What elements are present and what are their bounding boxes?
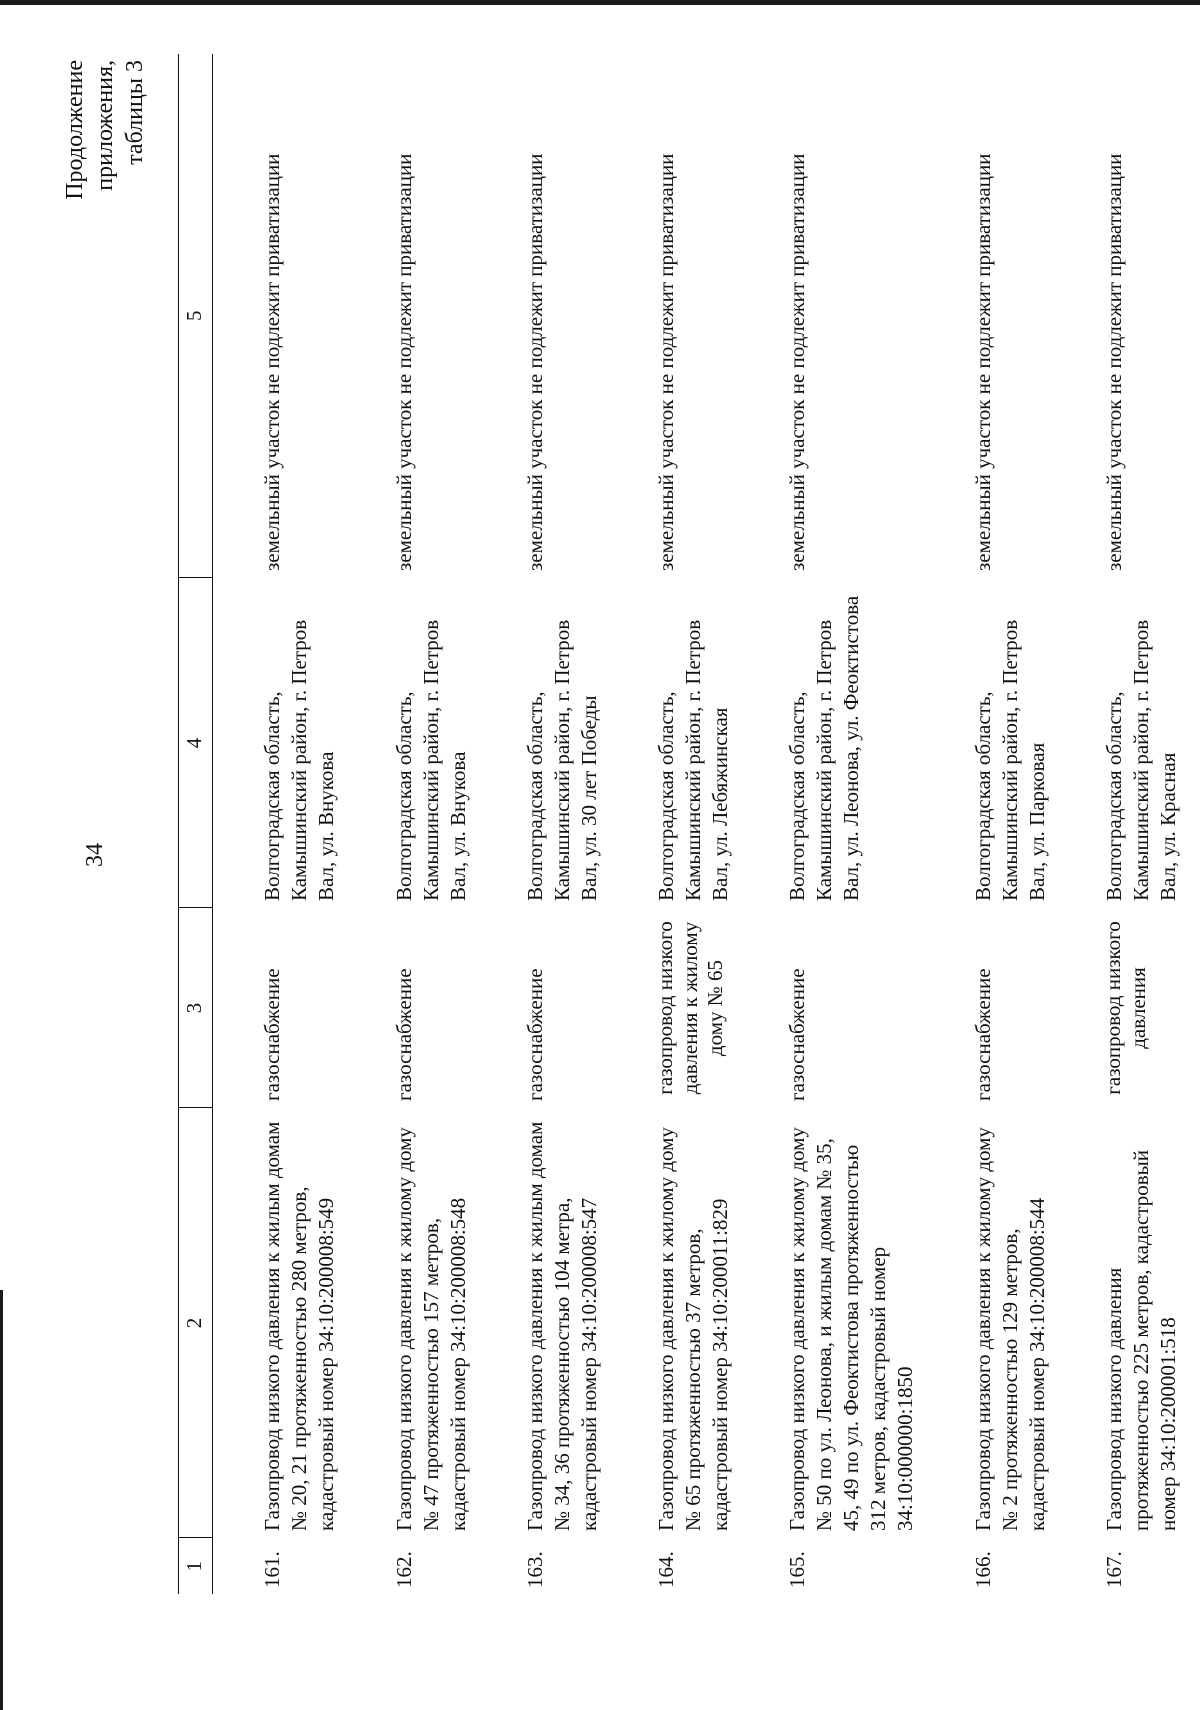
row-number: 166. (970, 1551, 995, 1588)
object-note: земельный участок не подлежит приватизации (785, 153, 810, 571)
column-header: 1 (179, 1538, 213, 1594)
object-address: Волгоградская область, Камышинский район, г. Петров Вал, ул. Красная (1101, 619, 1180, 901)
object-purpose: газопровод низкого давления к жилому дому № 65 (653, 921, 728, 1095)
table-row (1055, 54, 1186, 1594)
row-number: 167. (1101, 1551, 1126, 1588)
column-header: 5 (179, 54, 213, 578)
object-purpose: газоснабжение (391, 968, 416, 1101)
object-address: Волгоградская область, Камышинский район, г. Петров Вал, ул. Леонова, ул. Феоктистова (785, 595, 864, 901)
column-header: 4 (179, 578, 213, 908)
object-description: Газопровод низкого давления к жилому дому № 50 по ул. Леонова, и жилым домам № 35, 45, 49 по ул. Феоктистова протяженностью 312 метров, кадастровый номер 34:10:000000:1850 (785, 1127, 918, 1531)
continuation-note-line-1: Продолжение приложения, (62, 60, 118, 200)
page-number: 34 (82, 843, 108, 867)
object-address: Волгоградская область, Камышинский район, г. Петров Вал, ул. Внукова (391, 619, 470, 901)
object-note: земельный участок не подлежит приватизации (654, 153, 679, 571)
row-number: 164. (654, 1551, 679, 1588)
object-note: земельный участок не подлежит приватизации (522, 153, 547, 571)
object-purpose: газоснабжение (785, 968, 810, 1101)
table-row (607, 54, 738, 1594)
object-address: Волгоградская область, Камышинский район, г. Петров Вал, ул. Внукова (260, 619, 339, 901)
object-purpose: газоснабжение (970, 968, 995, 1101)
object-address: Волгоградская область, Камышинский район, г. Петров Вал, ул. 30 лет Победы (522, 619, 601, 901)
row-number: 162. (391, 1551, 416, 1588)
table-row (345, 54, 476, 1594)
table-row (924, 54, 1055, 1594)
table-row (738, 54, 923, 1594)
object-purpose: газоснабжение (260, 968, 285, 1101)
table-row (476, 54, 607, 1594)
column-header: 2 (179, 1108, 213, 1538)
object-description: Газопровод низкого давления к жилым домам № 20, 21 протяженностью 280 метров, кадастровый номер 34:10:200008:549 (260, 1121, 339, 1531)
object-purpose: газопровод низкого давления (1100, 921, 1150, 1095)
object-description: Газопровод низкого давления к жилым домам № 34, 36 протяженностью 104 метра, кадастровый номер 34:10:200008:547 (522, 1121, 601, 1531)
object-address: Волгоградская область, Камышинский район, г. Петров Вал, ул. Парковая (970, 619, 1049, 901)
continuation-note (60, 60, 150, 320)
row-number: 163. (522, 1551, 547, 1588)
object-note: земельный участок не подлежит приватизации (391, 153, 416, 571)
table-header-row (179, 54, 213, 1594)
property-table (178, 54, 1186, 1594)
object-note: земельный участок не подлежит приватизации (260, 153, 285, 571)
table-row (213, 54, 345, 1594)
column-header: 3 (179, 908, 213, 1108)
object-description: Газопровод низкого давления к жилому дому № 2 протяженностью 129 метров, кадастровый номер 34:10:200008:544 (970, 1127, 1049, 1531)
object-note: земельный участок не подлежит приватизации (970, 153, 995, 571)
object-description: Газопровод низкого давления к жилому дому № 65 протяженностью 37 метров, кадастровый номер 34:10:200011:829 (654, 1127, 733, 1531)
object-address: Волгоградская область, Камышинский район, г. Петров Вал, ул. Лебяжинская (654, 619, 733, 901)
continuation-note-line-2: таблицы 3 (122, 60, 148, 165)
row-number: 165. (785, 1551, 810, 1588)
object-note: земельный участок не подлежит приватизации (1101, 153, 1126, 571)
object-description: Газопровод низкого давления протяженностью 225 метров, кадастровый номер 34:10:200001:518 (1101, 1149, 1180, 1531)
object-description: Газопровод низкого давления к жилому дому № 47 протяженностью 157 метров, кадастровый номер 34:10:200008:548 (391, 1127, 470, 1531)
object-purpose: газоснабжение (522, 968, 547, 1101)
row-number: 161. (260, 1551, 285, 1588)
